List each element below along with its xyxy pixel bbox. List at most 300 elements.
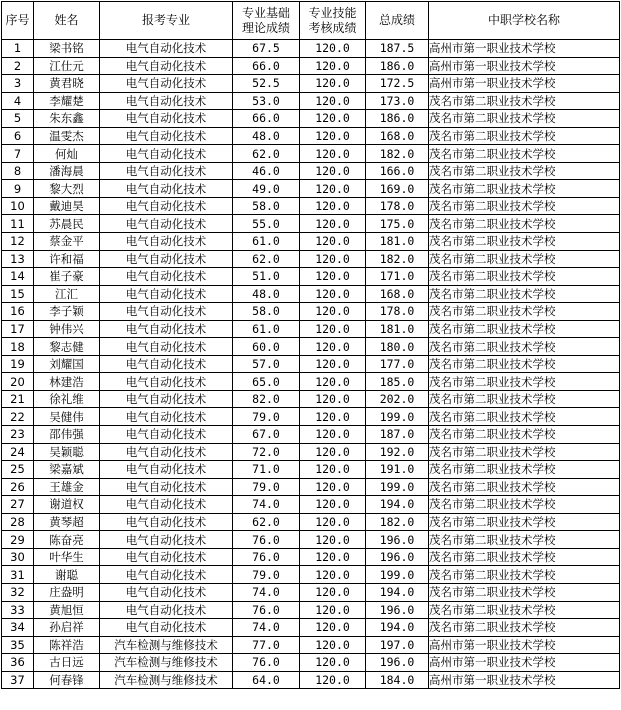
cell-skill-score: 120.0 [300,110,366,128]
cell-name: 梁书铭 [34,40,100,58]
cell-total-score: 194.0 [366,496,429,514]
header-no: 序号 [2,2,34,40]
cell-theory-score: 64.0 [233,671,300,689]
cell-no: 22 [2,408,34,426]
cell-school: 茂名市第二职业技术学校 [429,355,620,373]
cell-school: 茂名市第二职业技术学校 [429,162,620,180]
cell-name: 何春锋 [34,671,100,689]
cell-skill-score: 120.0 [300,654,366,672]
cell-total-score: 194.0 [366,583,429,601]
cell-name: 李子颖 [34,303,100,321]
cell-name: 谢聪 [34,566,100,584]
cell-skill-score: 120.0 [300,268,366,286]
cell-skill-score: 120.0 [300,601,366,619]
cell-major: 电气自动化技术 [100,496,233,514]
cell-major: 电气自动化技术 [100,426,233,444]
cell-school: 高州市第一职业技术学校 [429,636,620,654]
cell-major: 汽车检测与维修技术 [100,654,233,672]
cell-skill-score: 120.0 [300,127,366,145]
cell-no: 16 [2,303,34,321]
cell-skill-score: 120.0 [300,461,366,479]
cell-theory-score: 72.0 [233,443,300,461]
cell-school: 茂名市第二职业技术学校 [429,320,620,338]
cell-skill-score: 120.0 [300,636,366,654]
cell-no: 26 [2,478,34,496]
cell-total-score: 187.5 [366,40,429,58]
cell-name: 陈奋亮 [34,531,100,549]
cell-name: 戴迪昊 [34,197,100,215]
table-row [2,461,620,479]
table-row [2,197,620,215]
cell-skill-score: 120.0 [300,57,366,75]
cell-theory-score: 62.0 [233,250,300,268]
cell-school: 高州市第一职业技术学校 [429,654,620,672]
cell-total-score: 197.0 [366,636,429,654]
table-row [2,162,620,180]
cell-major: 电气自动化技术 [100,601,233,619]
cell-total-score: 182.0 [366,513,429,531]
cell-no: 31 [2,566,34,584]
cell-skill-score: 120.0 [300,197,366,215]
cell-total-score: 171.0 [366,268,429,286]
cell-name: 蔡金平 [34,233,100,251]
cell-major: 电气自动化技术 [100,162,233,180]
cell-no: 1 [2,40,34,58]
cell-theory-score: 55.0 [233,215,300,233]
table-row [2,57,620,75]
cell-no: 23 [2,426,34,444]
cell-name: 徐礼维 [34,390,100,408]
cell-school: 高州市第一职业技术学校 [429,75,620,93]
cell-school: 茂名市第二职业技术学校 [429,426,620,444]
table-row [2,390,620,408]
cell-no: 2 [2,57,34,75]
table-row [2,250,620,268]
cell-name: 梁嘉斌 [34,461,100,479]
header-skill-line2: 考核成绩 [308,20,357,35]
table-row [2,127,620,145]
cell-no: 3 [2,75,34,93]
cell-school: 茂名市第二职业技术学校 [429,513,620,531]
table-row [2,215,620,233]
cell-total-score: 178.0 [366,197,429,215]
cell-school: 茂名市第二职业技术学校 [429,566,620,584]
cell-name: 黎志健 [34,338,100,356]
cell-school: 茂名市第二职业技术学校 [429,390,620,408]
cell-no: 11 [2,215,34,233]
cell-theory-score: 60.0 [233,338,300,356]
cell-name: 林建浩 [34,373,100,391]
cell-skill-score: 120.0 [300,496,366,514]
cell-no: 37 [2,671,34,689]
cell-major: 电气自动化技术 [100,215,233,233]
cell-no: 13 [2,250,34,268]
cell-no: 9 [2,180,34,198]
cell-theory-score: 77.0 [233,636,300,654]
cell-no: 6 [2,127,34,145]
cell-no: 36 [2,654,34,672]
cell-total-score: 169.0 [366,180,429,198]
cell-school: 茂名市第二职业技术学校 [429,548,620,566]
cell-theory-score: 71.0 [233,461,300,479]
cell-no: 33 [2,601,34,619]
cell-major: 电气自动化技术 [100,408,233,426]
cell-total-score: 184.0 [366,671,429,689]
table-row [2,478,620,496]
table-row [2,636,620,654]
cell-skill-score: 120.0 [300,180,366,198]
cell-total-score: 172.5 [366,75,429,93]
cell-school: 茂名市第二职业技术学校 [429,92,620,110]
cell-no: 28 [2,513,34,531]
cell-theory-score: 62.0 [233,145,300,163]
table-row [2,443,620,461]
cell-theory-score: 76.0 [233,654,300,672]
cell-total-score: 168.0 [366,285,429,303]
cell-skill-score: 120.0 [300,531,366,549]
cell-skill-score: 120.0 [300,390,366,408]
cell-theory-score: 62.0 [233,513,300,531]
cell-name: 江汇 [34,285,100,303]
cell-theory-score: 74.0 [233,583,300,601]
cell-major: 电气自动化技术 [100,145,233,163]
table-header [2,2,620,40]
cell-name: 崔子豪 [34,268,100,286]
cell-major: 电气自动化技术 [100,92,233,110]
cell-skill-score: 120.0 [300,443,366,461]
cell-major: 电气自动化技术 [100,461,233,479]
cell-total-score: 168.0 [366,127,429,145]
cell-school: 茂名市第二职业技术学校 [429,180,620,198]
cell-school: 茂名市第二职业技术学校 [429,285,620,303]
cell-skill-score: 120.0 [300,75,366,93]
cell-major: 电气自动化技术 [100,338,233,356]
cell-major: 电气自动化技术 [100,583,233,601]
cell-total-score: 194.0 [366,619,429,637]
cell-theory-score: 82.0 [233,390,300,408]
cell-total-score: 177.0 [366,355,429,373]
table-row [2,180,620,198]
cell-major: 电气自动化技术 [100,233,233,251]
cell-name: 黄旭恒 [34,601,100,619]
header-theory-line1: 专业基础 [241,5,290,20]
cell-total-score: 178.0 [366,303,429,321]
cell-theory-score: 49.0 [233,180,300,198]
cell-school: 茂名市第二职业技术学校 [429,250,620,268]
cell-school: 高州市第一职业技术学校 [429,40,620,58]
cell-skill-score: 120.0 [300,671,366,689]
cell-school: 茂名市第二职业技术学校 [429,373,620,391]
cell-no: 24 [2,443,34,461]
cell-no: 20 [2,373,34,391]
table-row [2,513,620,531]
cell-total-score: 202.0 [366,390,429,408]
cell-name: 孙启祥 [34,619,100,637]
cell-total-score: 199.0 [366,478,429,496]
cell-no: 32 [2,583,34,601]
cell-no: 21 [2,390,34,408]
table-row [2,531,620,549]
cell-skill-score: 120.0 [300,233,366,251]
cell-total-score: 180.0 [366,338,429,356]
cell-skill-score: 120.0 [300,548,366,566]
cell-no: 14 [2,268,34,286]
cell-skill-score: 120.0 [300,338,366,356]
cell-name: 陈祥浩 [34,636,100,654]
cell-name: 朱东鑫 [34,110,100,128]
header-skill-line1: 专业技能 [308,5,357,20]
cell-no: 15 [2,285,34,303]
table-row [2,601,620,619]
cell-total-score: 196.0 [366,601,429,619]
cell-skill-score: 120.0 [300,250,366,268]
cell-total-score: 199.0 [366,408,429,426]
table-row [2,619,620,637]
header-theory-score [233,2,300,40]
table-row [2,320,620,338]
cell-major: 汽车检测与维修技术 [100,671,233,689]
cell-school: 茂名市第二职业技术学校 [429,215,620,233]
cell-no: 5 [2,110,34,128]
cell-major: 电气自动化技术 [100,478,233,496]
cell-theory-score: 61.0 [233,233,300,251]
cell-name: 江仕元 [34,57,100,75]
cell-theory-score: 67.0 [233,426,300,444]
cell-school: 高州市第一职业技术学校 [429,671,620,689]
cell-major: 电气自动化技术 [100,75,233,93]
cell-total-score: 196.0 [366,548,429,566]
table-row [2,268,620,286]
table-row [2,583,620,601]
cell-name: 刘耀国 [34,355,100,373]
cell-school: 茂名市第二职业技术学校 [429,268,620,286]
cell-theory-score: 79.0 [233,408,300,426]
cell-school: 茂名市第二职业技术学校 [429,461,620,479]
cell-total-score: 181.0 [366,320,429,338]
table-row [2,373,620,391]
cell-theory-score: 66.0 [233,57,300,75]
cell-skill-score: 120.0 [300,478,366,496]
cell-school: 茂名市第二职业技术学校 [429,443,620,461]
cell-major: 电气自动化技术 [100,285,233,303]
cell-theory-score: 79.0 [233,566,300,584]
cell-theory-score: 67.5 [233,40,300,58]
cell-no: 18 [2,338,34,356]
table-row [2,92,620,110]
cell-total-score: 185.0 [366,373,429,391]
cell-total-score: 187.0 [366,426,429,444]
table-row [2,285,620,303]
table-row [2,75,620,93]
cell-theory-score: 76.0 [233,548,300,566]
cell-school: 茂名市第二职业技术学校 [429,583,620,601]
cell-major: 电气自动化技术 [100,250,233,268]
table-row [2,40,620,58]
header-total: 总成绩 [366,2,429,40]
cell-major: 电气自动化技术 [100,443,233,461]
cell-name: 何灿 [34,145,100,163]
table-row [2,338,620,356]
cell-theory-score: 58.0 [233,303,300,321]
table-row [2,566,620,584]
cell-no: 4 [2,92,34,110]
cell-name: 王雄金 [34,478,100,496]
cell-theory-score: 65.0 [233,373,300,391]
cell-school: 茂名市第二职业技术学校 [429,338,620,356]
cell-total-score: 166.0 [366,162,429,180]
cell-skill-score: 120.0 [300,619,366,637]
cell-no: 10 [2,197,34,215]
cell-name: 叶华生 [34,548,100,566]
table-row [2,671,620,689]
header-major: 报考专业 [100,2,233,40]
cell-major: 电气自动化技术 [100,40,233,58]
cell-major: 电气自动化技术 [100,180,233,198]
cell-name: 黄琴超 [34,513,100,531]
cell-school: 茂名市第二职业技术学校 [429,127,620,145]
cell-major: 电气自动化技术 [100,57,233,75]
cell-school: 茂名市第二职业技术学校 [429,233,620,251]
cell-skill-score: 120.0 [300,162,366,180]
header-row [2,2,620,40]
cell-skill-score: 120.0 [300,303,366,321]
cell-school: 茂名市第二职业技术学校 [429,601,620,619]
cell-theory-score: 57.0 [233,355,300,373]
table-row [2,303,620,321]
cell-no: 12 [2,233,34,251]
cell-major: 电气自动化技术 [100,513,233,531]
cell-no: 27 [2,496,34,514]
cell-skill-score: 120.0 [300,215,366,233]
cell-name: 黄君晓 [34,75,100,93]
cell-skill-score: 120.0 [300,583,366,601]
cell-major: 电气自动化技术 [100,355,233,373]
header-school: 中职学校名称 [429,2,620,40]
cell-theory-score: 74.0 [233,496,300,514]
header-theory-line2: 理论成绩 [241,20,290,35]
cell-total-score: 181.0 [366,233,429,251]
cell-theory-score: 48.0 [233,285,300,303]
cell-skill-score: 120.0 [300,355,366,373]
cell-no: 25 [2,461,34,479]
table-row [2,408,620,426]
cell-major: 电气自动化技术 [100,566,233,584]
cell-skill-score: 120.0 [300,145,366,163]
cell-total-score: 196.0 [366,654,429,672]
cell-skill-score: 120.0 [300,40,366,58]
table-row [2,355,620,373]
cell-school: 茂名市第二职业技术学校 [429,110,620,128]
score-table [1,1,620,689]
table-row [2,496,620,514]
cell-name: 潘海晨 [34,162,100,180]
cell-theory-score: 52.5 [233,75,300,93]
cell-name: 吴健伟 [34,408,100,426]
cell-school: 茂名市第二职业技术学校 [429,303,620,321]
cell-no: 35 [2,636,34,654]
cell-theory-score: 79.0 [233,478,300,496]
cell-name: 苏晨民 [34,215,100,233]
cell-skill-score: 120.0 [300,373,366,391]
cell-no: 30 [2,548,34,566]
table-row [2,145,620,163]
cell-skill-score: 120.0 [300,566,366,584]
cell-no: 8 [2,162,34,180]
cell-total-score: 175.0 [366,215,429,233]
table-row [2,426,620,444]
cell-school: 茂名市第二职业技术学校 [429,408,620,426]
table-row [2,110,620,128]
cell-school: 高州市第一职业技术学校 [429,57,620,75]
table-body [2,40,620,689]
cell-skill-score: 120.0 [300,513,366,531]
cell-total-score: 199.0 [366,566,429,584]
cell-major: 电气自动化技术 [100,127,233,145]
cell-total-score: 186.0 [366,57,429,75]
cell-no: 29 [2,531,34,549]
cell-major: 电气自动化技术 [100,531,233,549]
cell-no: 7 [2,145,34,163]
cell-major: 电气自动化技术 [100,268,233,286]
cell-name: 吴颖聪 [34,443,100,461]
cell-skill-score: 120.0 [300,320,366,338]
cell-total-score: 182.0 [366,145,429,163]
cell-name: 古日远 [34,654,100,672]
cell-major: 电气自动化技术 [100,320,233,338]
cell-name: 谢道权 [34,496,100,514]
cell-major: 电气自动化技术 [100,390,233,408]
cell-theory-score: 48.0 [233,127,300,145]
cell-school: 茂名市第二职业技术学校 [429,496,620,514]
cell-name: 钟伟兴 [34,320,100,338]
cell-major: 汽车检测与维修技术 [100,636,233,654]
cell-theory-score: 76.0 [233,531,300,549]
cell-theory-score: 76.0 [233,601,300,619]
cell-total-score: 173.0 [366,92,429,110]
cell-theory-score: 51.0 [233,268,300,286]
cell-no: 19 [2,355,34,373]
cell-name: 邵伟强 [34,426,100,444]
cell-major: 电气自动化技术 [100,303,233,321]
cell-theory-score: 74.0 [233,619,300,637]
cell-skill-score: 120.0 [300,426,366,444]
table-row [2,233,620,251]
cell-no: 17 [2,320,34,338]
cell-name: 温雯杰 [34,127,100,145]
cell-theory-score: 53.0 [233,92,300,110]
table-row [2,548,620,566]
cell-total-score: 196.0 [366,531,429,549]
header-name: 姓名 [34,2,100,40]
cell-skill-score: 120.0 [300,408,366,426]
cell-total-score: 182.0 [366,250,429,268]
cell-school: 茂名市第二职业技术学校 [429,197,620,215]
cell-name: 李耀楚 [34,92,100,110]
cell-major: 电气自动化技术 [100,110,233,128]
cell-no: 34 [2,619,34,637]
cell-theory-score: 61.0 [233,320,300,338]
cell-school: 茂名市第二职业技术学校 [429,619,620,637]
cell-major: 电气自动化技术 [100,373,233,391]
cell-school: 茂名市第二职业技术学校 [429,145,620,163]
cell-school: 茂名市第二职业技术学校 [429,478,620,496]
cell-total-score: 191.0 [366,461,429,479]
cell-skill-score: 120.0 [300,92,366,110]
cell-theory-score: 66.0 [233,110,300,128]
cell-total-score: 186.0 [366,110,429,128]
cell-total-score: 192.0 [366,443,429,461]
cell-theory-score: 46.0 [233,162,300,180]
